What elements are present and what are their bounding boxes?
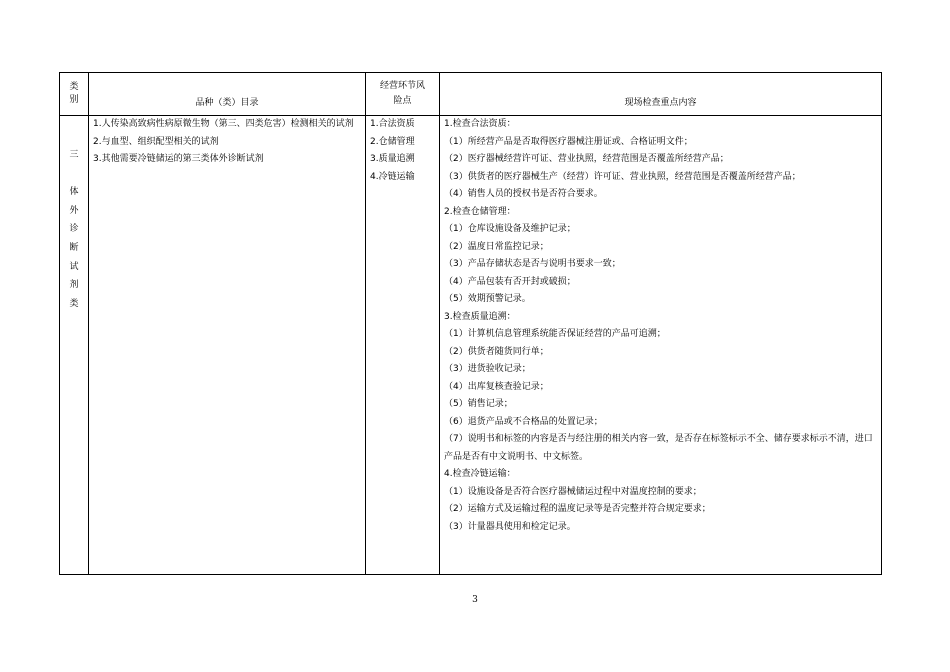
focus-line: （2）医疗器械经营许可证、营业执照，经营范围是否覆盖所经营产品； — [444, 154, 729, 164]
variety-item: 1.人传染高致病性病原微生物（第三、四类危害）检测相关的试剂 — [93, 119, 354, 129]
focus-line: （5）销售记录； — [444, 399, 513, 409]
focus-line: 4.检查冷链运输： — [444, 469, 516, 479]
risk-point-item: 2.仓储管理 — [370, 136, 415, 147]
focus-line: （4）出库复核查验记录； — [444, 381, 549, 392]
header-variety: 品种（类）目录 — [89, 73, 366, 116]
table-header-row — [60, 73, 882, 116]
focus-line: 1.检查合法资质： — [444, 119, 516, 129]
focus-line: （3）供货者的医疗器械生产（经营）许可证、营业执照，经营范围是否覆盖所经营产品； — [444, 171, 801, 182]
category-char: 剂 — [69, 280, 79, 291]
focus-line: （2）运输方式及运输过程的温度记录等是否完整并符合规定要求； — [444, 504, 711, 514]
focus-line: （7）说明书和标签的内容是否与经注册的相关内容一致，是否存在标签标示不全、储存要求标示不清，进口产品是否有中文说明书、中文标签。 — [444, 434, 873, 462]
header-category — [60, 73, 89, 116]
category-char: 试 — [69, 261, 79, 272]
focus-cell — [440, 116, 882, 575]
risk-point-item: 3.质量追溯 — [370, 154, 415, 164]
variety-cell — [89, 116, 366, 575]
variety-item: 2.与血型、组织配型相关的试剂 — [93, 136, 219, 147]
focus-line: （5）效期预警记录。 — [444, 294, 531, 304]
focus-line: （3）产品存储状态是否与说明书要求一致； — [444, 259, 621, 269]
header-risk-line2: 险点 — [393, 96, 412, 106]
category-char: 断 — [69, 242, 79, 253]
header-category-char: 别 — [69, 95, 79, 105]
category-char: 诊 — [69, 224, 79, 235]
focus-line: （2）供货者随货同行单； — [444, 346, 549, 357]
header-risk-line1: 经营环节风 — [379, 81, 425, 91]
header-risk-point — [366, 73, 440, 116]
focus-line: （1）所经营产品是否取得医疗器械注册证或、合格证明文件； — [444, 136, 693, 147]
header-category-char: 类 — [69, 82, 79, 92]
focus-line: 3.检查质量追溯： — [444, 311, 516, 322]
table-row — [60, 116, 882, 575]
header-focus: 现场检查重点内容 — [440, 73, 882, 116]
focus-line: 2.检查仓储管理： — [444, 206, 516, 217]
focus-line: （1）设施设备是否符合医疗器械储运过程中对温度控制的要求； — [444, 486, 702, 497]
category-cell — [60, 116, 89, 575]
category-char — [60, 165, 88, 184]
focus-line: （1）仓库设施设备及维护记录； — [444, 224, 576, 234]
focus-line: （1）计算机信息管理系统能否保证经营的产品可追溯； — [444, 329, 666, 339]
focus-line: （4）产品包装有否开封或破损； — [444, 276, 576, 287]
variety-item: 3.其他需要冷链储运的第三类体外诊断试剂 — [93, 154, 264, 164]
focus-line: （3）计量器具使用和检定记录。 — [444, 521, 576, 532]
focus-line: （4）销售人员的授权书是否符合要求。 — [444, 189, 603, 199]
category-char: 外 — [69, 205, 79, 216]
inspection-table — [59, 72, 882, 575]
focus-line: （6）退货产品或不合格品的处置记录； — [444, 416, 603, 427]
focus-line: （2）温度日常监控记录； — [444, 241, 549, 252]
risk-point-item: 4.冷链运输 — [370, 171, 415, 182]
category-char: 体 — [69, 187, 79, 198]
risk-point-item: 1.合法资质 — [370, 119, 415, 129]
category-char: 三 — [69, 150, 79, 160]
focus-line: （3）进货验收记录； — [444, 364, 531, 374]
page-number: 3 — [472, 595, 478, 605]
risk-point-cell — [366, 116, 440, 575]
category-char: 类 — [69, 298, 79, 309]
